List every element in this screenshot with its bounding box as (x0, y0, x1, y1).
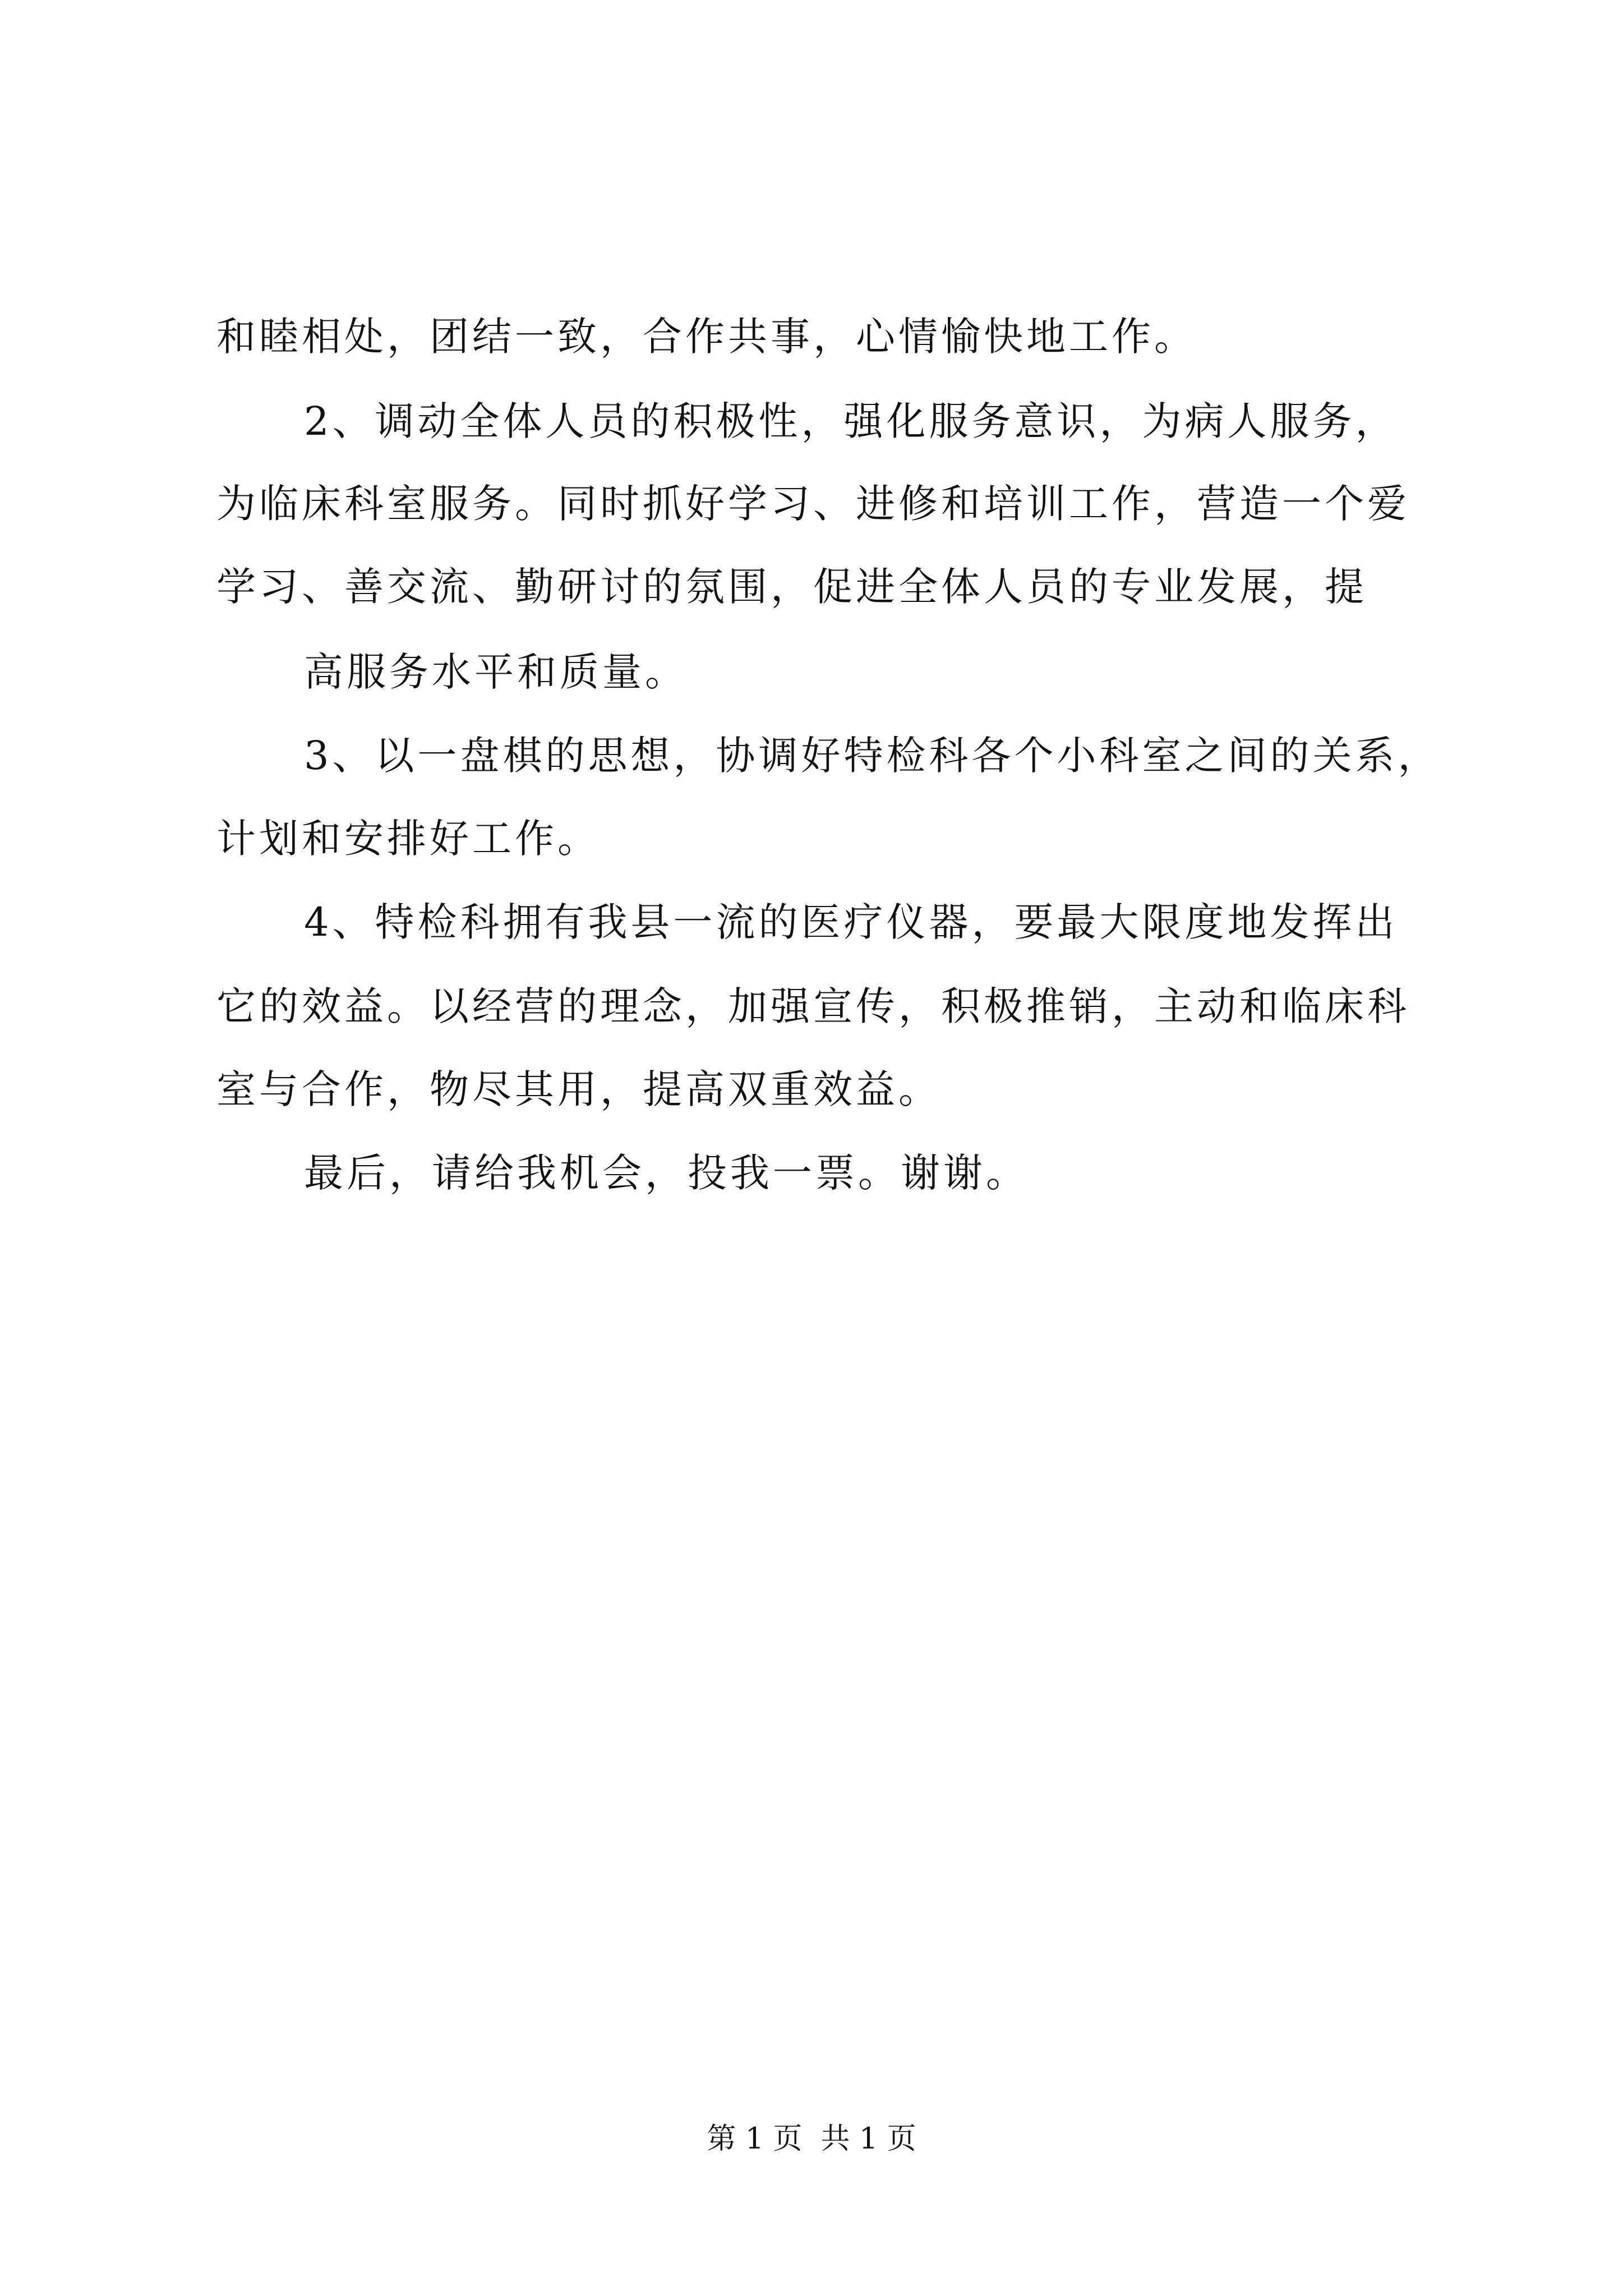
body-line-3: 为临床科室服务。同时抓好学习、进修和培训工作，营造一个爱 (216, 481, 1410, 527)
body-line-5: 高服务水平和质量。 (304, 649, 688, 695)
body-line-8: 4、特检科拥有我县一流的医疗仪器，要最大限度地发挥出 (304, 899, 1398, 945)
body-line-7: 计划和安排好工作。 (216, 816, 600, 862)
body-line-11: 最后，请给我机会，投我一票。谢谢。 (304, 1150, 1029, 1196)
body-line-2: 2、调动全体人员的积极性，强化服务意识，为病人服务， (304, 398, 1398, 444)
body-line-1: 和睦相处，团结一致，合作共事，心情愉快地工作。 (216, 314, 1197, 360)
body-line-10: 室与合作，物尽其用，提高双重效益。 (216, 1066, 941, 1112)
page-number-footer: 第 1 页 共 1 页 (707, 2122, 916, 2156)
body-line-4: 学习、善交流、勤研讨的氛围，促进全体人员的专业发展，提 (216, 564, 1367, 610)
body-line-6: 3、以一盘棋的思想，协调好特检科各个小科室之间的关系， (304, 733, 1441, 779)
body-line-9: 它的效益。以经营的理念，加强宣传，积极推销，主动和临床科 (216, 983, 1410, 1029)
